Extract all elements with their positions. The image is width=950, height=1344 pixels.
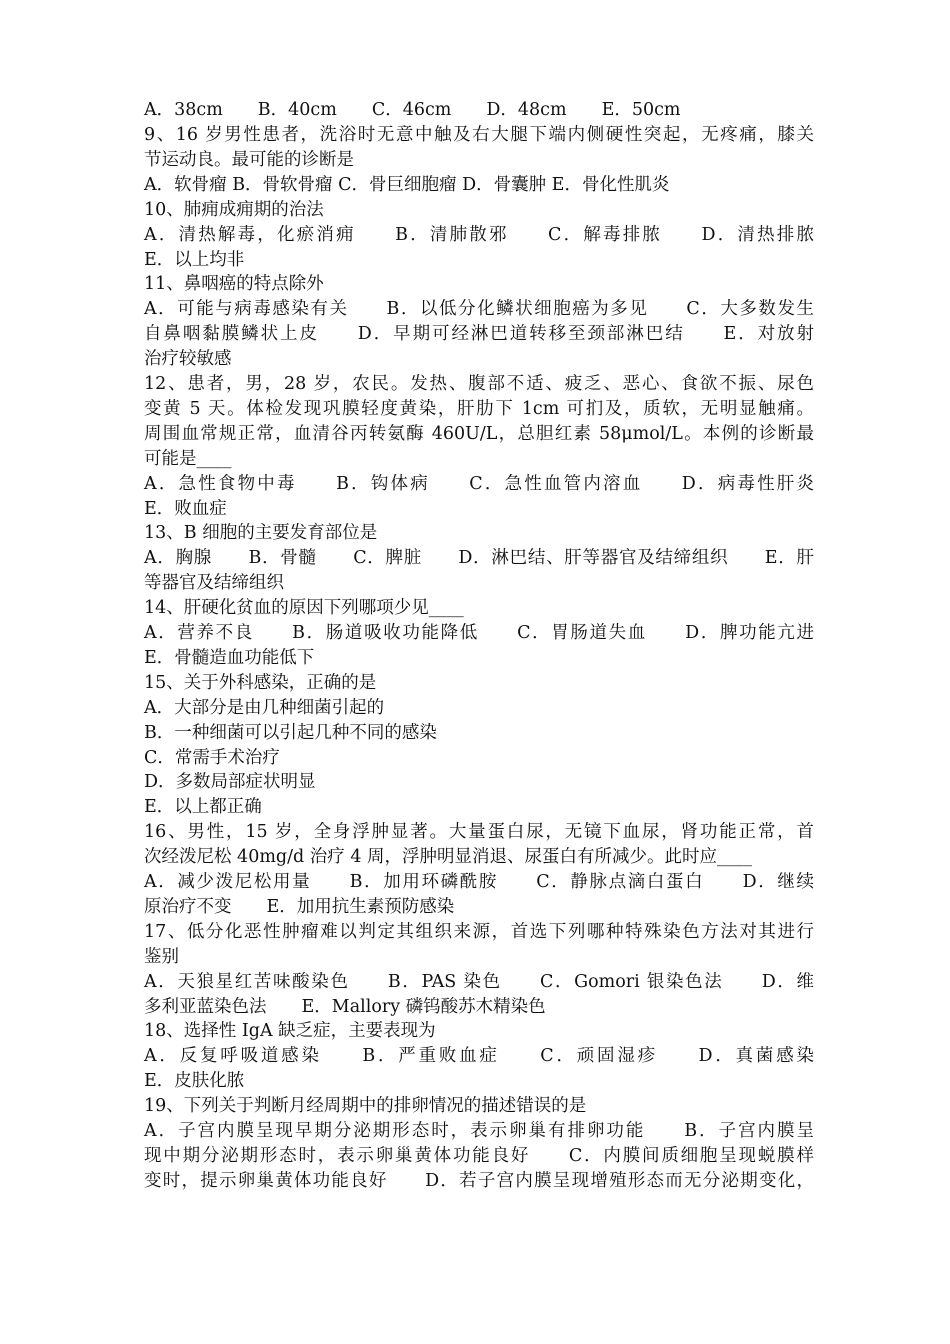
text-line: D．多数局部症状明显 [144,772,316,792]
text-line: 周围血常规正常，血清谷丙转氨酶 460U/L，总胆红素 58μmol/L。本例的诊断最 [144,424,814,444]
text-line: E．以上均非 [144,250,245,270]
text-line: A．可能与病毒感染有关 B．以低分化鳞状细胞癌为多见 C．大多数发生 [144,299,814,319]
text-line: 18、选择性 IgA 缺乏症，主要表现为 [144,1021,436,1041]
text-line: E．皮肤化脓 [144,1071,245,1091]
text-line: 11、鼻咽癌的特点除外 [144,274,324,294]
text-line: 17、低分化恶性肿瘤难以判定其组织来源，首选下列哪种特殊染色方法对其进行 [144,922,814,942]
text-line: A．清热解毒，化瘀消痈 B．清肺散邪 C．解毒排脓 D．清热排脓 [144,225,814,245]
text-line: A．反复呼吸道感染 B．严重败血症 C．顽固湿疹 D．真菌感染 [144,1046,814,1066]
text-line: C．常需手术治疗 [144,748,280,768]
text-line: A．软骨瘤 B．骨软骨瘤 C．骨巨细胞瘤 D．骨囊肿 E．骨化性肌炎 [144,175,670,195]
text-line: 次经泼尼松 40mg/d 治疗 4 周，浮肿明显消退、尿蛋白有所减少。此时应____ [144,847,753,867]
text-line: 等器官及结缔组织 [144,573,284,593]
text-line: A．子宫内膜呈现早期分泌期形态时，表示卵巢有排卵功能 B．子宫内膜呈 [144,1121,814,1141]
text-line: A．大部分是由几种细菌引起的 [144,698,385,718]
text-line: 15、关于外科感染，正确的是 [144,673,377,693]
text-line: 现中期分泌期形态时，表示卵巢黄体功能良好 C．内膜间质细胞呈现蜕膜样 [144,1146,814,1166]
text-line: 9、16 岁男性患者，洗浴时无意中触及右大腿下端内侧硬性突起，无疼痛，膝关 [144,125,814,145]
text-line: E．骨髓造血功能低下 [144,648,315,668]
text-line: 节运动良。最可能的诊断是 [144,150,354,170]
text-line: B．一种细菌可以引起几种不同的感染 [144,723,437,743]
text-line: 10、肺痈成痈期的治法 [144,200,324,220]
text-line: 12、患者，男，28 岁，农民。发热、腹部不适、疲乏、恶心、食欲不振、尿色 [144,374,814,394]
text-line: A．天狼星红苦味酸染色 B．PAS 染色 C．Gomori 银染色法 D．维 [144,972,814,992]
text-line: 多利亚蓝染色法 E．Mallory 磷钨酸苏木精染色 [144,997,546,1017]
text-line: 鉴别 [144,947,179,967]
text-line: 治疗较敏感 [144,349,232,369]
text-line: A．营养不良 B．肠道吸收功能降低 C．胃肠道失血 D．脾功能亢进 [144,623,814,643]
text-line: 自鼻咽黏膜鳞状上皮 D．早期可经淋巴道转移至颈部淋巴结 E．对放射 [144,324,814,344]
text-line: 变时，提示卵巢黄体功能良好 D．若子宫内膜呈现增殖形态而无分泌期变化， [144,1171,814,1191]
text-line: 13、B 细胞的主要发育部位是 [144,523,378,543]
text-line: 19、下列关于判断月经周期中的排卵情况的描述错误的是 [144,1096,587,1116]
text-line: 变黄 5 天。体检发现巩膜轻度黄染，肝肋下 1cm 可扪及，质软，无明显触痛。 [144,399,814,419]
text-line: 原治疗不变 E．加用抗生素预防感染 [144,897,455,917]
text-line: A．减少泼尼松用量 B．加用环磷酰胺 C．静脉点滴白蛋白 D．继续 [144,872,814,892]
text-line: E．以上都正确 [144,797,262,817]
text-line: A．胸腺 B．骨髓 C．脾脏 D．淋巴结、肝等器官及结缔组织 E．肝 [144,548,814,568]
text-line: 可能是____ [144,449,232,469]
text-line: A．38cm B．40cm C．46cm D．48cm E．50cm [144,100,681,120]
text-line: E．败血症 [144,499,227,519]
text-line: 14、肝硬化贫血的原因下列哪项少见____ [144,598,464,618]
text-line: 16、男性，15 岁，全身浮肿显著。大量蛋白尿，无镜下血尿，肾功能正常，首 [144,822,814,842]
text-line: A．急性食物中毒 B．钩体病 C．急性血管内溶血 D．病毒性肝炎 [144,474,814,494]
